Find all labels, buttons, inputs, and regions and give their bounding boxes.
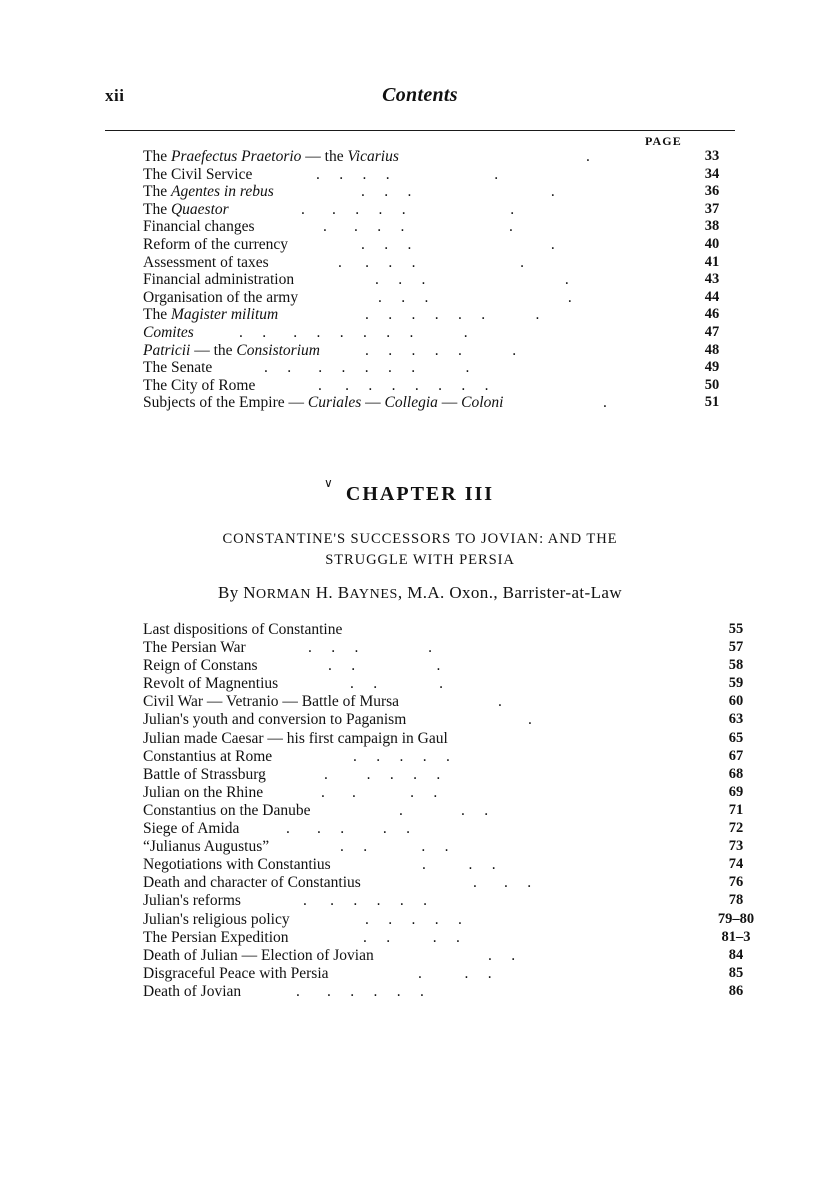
toc-row[interactable] bbox=[143, 218, 735, 236]
toc-page-number: 58 bbox=[728, 657, 744, 674]
toc-page-number: 50 bbox=[704, 376, 720, 393]
toc-list-chapter-two bbox=[143, 148, 735, 412]
toc-leader-dots: . . . . . bbox=[365, 910, 462, 928]
toc-leader-dots: . . . . . . bbox=[365, 341, 517, 359]
toc-page-number: 78 bbox=[728, 892, 744, 909]
chapter-heading bbox=[105, 476, 735, 506]
toc-row[interactable] bbox=[143, 964, 744, 983]
toc-row[interactable] bbox=[143, 254, 735, 272]
toc-page-number: 86 bbox=[728, 982, 744, 999]
toc-page-number: 68 bbox=[728, 765, 744, 782]
toc-row[interactable] bbox=[143, 621, 744, 639]
toc-entry-title: Constantius on the Danube bbox=[143, 801, 311, 819]
toc-page-number: 34 bbox=[704, 165, 720, 182]
toc-leader-dots: . . . . . . bbox=[296, 982, 424, 1000]
toc-entry-title: Negotiations with Constantius bbox=[143, 856, 331, 874]
toc-entry-title: Julian on the Rhine bbox=[143, 783, 264, 801]
toc-leader-dots: . . . . . bbox=[316, 165, 499, 183]
toc-leader-dots: . . . . . . . . bbox=[318, 376, 489, 394]
toc-row[interactable] bbox=[143, 342, 735, 360]
toc-leader-dots: . . . . bbox=[375, 271, 569, 289]
toc-row[interactable] bbox=[143, 271, 735, 289]
toc-entry-title: The Civil Service bbox=[143, 165, 253, 183]
toc-leader-dots: . . . . bbox=[361, 183, 555, 201]
page-column-header: PAGE bbox=[645, 134, 682, 148]
toc-row[interactable] bbox=[143, 910, 755, 929]
toc-row[interactable] bbox=[143, 874, 744, 892]
toc-leader-dots: . . . . . . . . bbox=[264, 359, 470, 377]
toc-page-number: 37 bbox=[704, 200, 720, 217]
toc-leader-dots: . . . bbox=[418, 964, 492, 982]
toc-entry-title: Death and character of Constantius bbox=[143, 874, 361, 892]
chapter-subtitle-line-1: CONSTANTINE'S SUCCESSORS TO JOVIAN: AND THE bbox=[222, 531, 618, 547]
toc-entry-title: Reform of the currency bbox=[143, 235, 289, 253]
page-header bbox=[105, 86, 735, 112]
toc-entry-title: Death of Julian — Election of Jovian bbox=[143, 946, 374, 964]
toc-entry-title: Constantius at Rome bbox=[143, 747, 273, 765]
toc-entry-title: Assessment of taxes bbox=[143, 253, 269, 271]
toc-page-number: 63 bbox=[728, 711, 744, 728]
toc-page-number: 76 bbox=[728, 874, 744, 891]
byline-author-last-initial: B bbox=[337, 583, 350, 602]
toc-page-number: 46 bbox=[704, 306, 720, 323]
toc-page-number: 47 bbox=[704, 323, 720, 340]
toc-page-number: 79–80 bbox=[717, 910, 755, 927]
toc-row[interactable] bbox=[143, 820, 744, 838]
chapter-subtitle bbox=[150, 529, 690, 571]
toc-page-number: 74 bbox=[728, 856, 744, 873]
toc-entry-title: Julian's youth and conversion to Paganism bbox=[143, 711, 407, 729]
toc-row[interactable] bbox=[143, 856, 744, 874]
toc-entry-title: Reign of Constans bbox=[143, 657, 258, 675]
toc-page-number: 48 bbox=[704, 341, 720, 358]
toc-leader-dots: . . . . bbox=[321, 783, 438, 801]
toc-page-number: 40 bbox=[704, 235, 720, 252]
byline-middle-initial: H. bbox=[311, 583, 338, 602]
toc-leader-dots: . . . . bbox=[363, 928, 460, 946]
toc-page-number: 57 bbox=[728, 639, 744, 656]
toc-page-number: 67 bbox=[728, 747, 744, 764]
toc-leader-dots: . bbox=[586, 148, 590, 165]
toc-leader-dots: . . . . bbox=[308, 639, 432, 657]
toc-row[interactable] bbox=[143, 693, 744, 711]
toc-entry-title: Civil War — Vetranio — Battle of Mursa bbox=[143, 693, 400, 711]
chapter-byline bbox=[105, 583, 735, 603]
toc-entry-title: The City of Rome bbox=[143, 376, 256, 394]
toc-row[interactable] bbox=[143, 289, 735, 307]
toc-row[interactable] bbox=[143, 928, 751, 947]
toc-page-number: 51 bbox=[704, 394, 720, 411]
toc-leader-dots: . . . . bbox=[378, 288, 572, 306]
toc-leader-dots: . . bbox=[488, 946, 516, 964]
toc-entry-title: Financial administration bbox=[143, 271, 295, 289]
toc-page-number: 84 bbox=[728, 946, 744, 963]
toc-entry-title: Last dispositions of Constantine bbox=[143, 621, 343, 638]
page-title: Contents bbox=[382, 84, 458, 106]
toc-page-number: 60 bbox=[728, 693, 744, 710]
toc-entry-title: Organisation of the army bbox=[143, 288, 299, 306]
toc-page-number: 71 bbox=[728, 801, 744, 818]
toc-row[interactable] bbox=[143, 657, 744, 675]
toc-leader-dots: . . . . . . bbox=[301, 200, 515, 218]
toc-entry-title: Comites bbox=[143, 323, 194, 341]
toc-row[interactable] bbox=[143, 324, 735, 342]
toc-leader-dots: . . . bbox=[473, 874, 532, 892]
toc-row[interactable] bbox=[143, 639, 744, 657]
toc-page-number: 44 bbox=[704, 288, 720, 305]
toc-page-number: 72 bbox=[728, 820, 744, 837]
toc-leader-dots: . bbox=[528, 711, 532, 729]
toc-row[interactable] bbox=[143, 838, 744, 856]
toc-leader-dots: . . . . . bbox=[324, 765, 441, 783]
toc-page-number: 36 bbox=[704, 183, 720, 200]
toc-row[interactable] bbox=[143, 236, 735, 254]
toc-entry-title: Julian's religious policy bbox=[143, 910, 290, 928]
toc-leader-dots: . bbox=[603, 394, 607, 412]
toc-row[interactable] bbox=[143, 711, 744, 729]
toc-entry-title: “Julianus Augustus” bbox=[143, 838, 270, 856]
toc-leader-dots: . . . . bbox=[361, 235, 555, 253]
toc-row[interactable] bbox=[143, 166, 735, 184]
toc-page-number: 59 bbox=[728, 675, 744, 692]
toc-leader-dots: . . . bbox=[350, 675, 443, 693]
chapter-subtitle-line-2: STRUGGLE WITH PERSIA bbox=[325, 552, 515, 568]
toc-leader-dots: . . . bbox=[399, 801, 489, 819]
toc-row[interactable] bbox=[143, 359, 735, 377]
toc-entry-title: Julian made Caesar — his first campaign in Gaul bbox=[143, 729, 448, 747]
toc-page-number: 65 bbox=[728, 729, 744, 746]
toc-leader-dots: . . . . . bbox=[323, 218, 513, 236]
toc-entry-title: The Agentes in rebus bbox=[143, 183, 274, 201]
toc-leader-dots: . . . bbox=[422, 856, 496, 874]
toc-row[interactable] bbox=[143, 747, 744, 766]
toc-page-number: 85 bbox=[728, 964, 744, 981]
toc-list-chapter-three bbox=[143, 621, 755, 1001]
toc-page-number: 43 bbox=[704, 271, 720, 288]
toc-row[interactable] bbox=[143, 377, 735, 395]
toc-row[interactable] bbox=[143, 394, 735, 412]
byline-author-first-initial: N bbox=[243, 583, 256, 602]
toc-leader-dots: . bbox=[498, 693, 502, 711]
header-rule bbox=[105, 130, 735, 131]
toc-entry-title: Siege of Amida bbox=[143, 820, 240, 838]
toc-row[interactable] bbox=[143, 892, 744, 910]
toc-leader-dots: . . . . . bbox=[286, 820, 410, 838]
toc-entry-title: Revolt of Magnentius bbox=[143, 675, 279, 693]
folio-number: xii bbox=[105, 86, 125, 105]
toc-leader-dots: . . . . . . . . . bbox=[239, 323, 468, 341]
toc-row[interactable] bbox=[143, 946, 744, 965]
toc-row[interactable] bbox=[143, 982, 744, 1001]
toc-page-number: 38 bbox=[704, 218, 720, 235]
toc-entry-title: The Praefectus Praetorio — the Vicarius bbox=[143, 148, 399, 165]
toc-leader-dots: . . . bbox=[328, 657, 441, 675]
toc-entry-title: The Persian War bbox=[143, 639, 246, 657]
byline-author-last-rest: AYNES bbox=[349, 587, 398, 602]
toc-page-number: 33 bbox=[704, 148, 720, 164]
toc-row[interactable] bbox=[143, 765, 744, 784]
toc-leader-dots: . . . . . . . bbox=[365, 306, 540, 324]
chapter-tick-mark: ∨ bbox=[324, 476, 335, 490]
toc-entry-title: Death of Jovian bbox=[143, 982, 242, 1000]
toc-row[interactable] bbox=[143, 783, 744, 802]
toc-entry-title: The Persian Expedition bbox=[143, 928, 289, 946]
toc-leader-dots: . . . . . bbox=[338, 253, 524, 271]
toc-entry-title: The Magister militum bbox=[143, 306, 279, 324]
toc-page-number: 69 bbox=[728, 783, 744, 800]
toc-leader-dots: . . . . . bbox=[353, 747, 450, 765]
toc-page-number: 41 bbox=[704, 253, 720, 270]
toc-leader-dots: . . . . . . bbox=[303, 892, 427, 910]
toc-entry-title: The Senate bbox=[143, 359, 213, 377]
byline-credentials: , M.A. Oxon., Barrister-at-Law bbox=[397, 583, 622, 602]
toc-row[interactable] bbox=[143, 801, 744, 820]
toc-entry-title: Subjects of the Empire — Curiales — Collegia — Coloni bbox=[143, 394, 504, 412]
toc-entry-title: Disgraceful Peace with Persia bbox=[143, 964, 329, 982]
toc-row[interactable] bbox=[143, 675, 744, 693]
toc-row[interactable] bbox=[143, 201, 735, 219]
toc-entry-title: Battle of Strassburg bbox=[143, 765, 266, 783]
toc-entry-title: The Quaestor bbox=[143, 200, 229, 218]
toc-row[interactable] bbox=[143, 306, 735, 324]
toc-entry-title: Patricii — the Consistorium bbox=[143, 341, 320, 359]
chapter-number: CHAPTER III bbox=[345, 483, 495, 505]
toc-page-number: 73 bbox=[728, 838, 744, 855]
toc-row[interactable] bbox=[143, 183, 735, 201]
toc-page-number: 55 bbox=[728, 621, 744, 637]
byline-author-first-rest: ORMAN bbox=[255, 587, 312, 602]
toc-row[interactable] bbox=[143, 148, 735, 166]
byline-prefix: By bbox=[218, 583, 244, 602]
toc-entry-title: Financial changes bbox=[143, 218, 255, 236]
toc-entry-title: Julian's reforms bbox=[143, 892, 241, 910]
toc-page-number: 49 bbox=[704, 359, 720, 376]
toc-row[interactable] bbox=[143, 729, 744, 748]
toc-page-number: 81–3 bbox=[721, 928, 751, 945]
toc-leader-dots: . . . . bbox=[340, 838, 449, 856]
